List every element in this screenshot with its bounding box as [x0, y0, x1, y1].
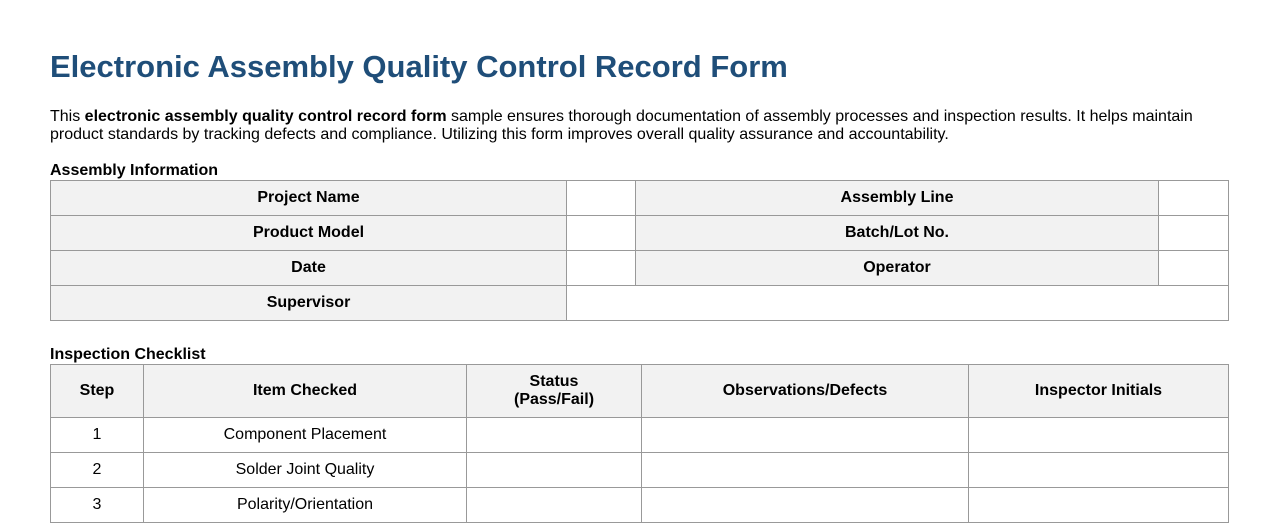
status-field[interactable] [467, 418, 642, 453]
label-assembly-line: Assembly Line [636, 181, 1159, 216]
status-field[interactable] [467, 488, 642, 523]
initials-field[interactable] [969, 488, 1229, 523]
batch-lot-field[interactable] [1159, 216, 1229, 251]
header-step: Step [51, 365, 144, 418]
supervisor-field[interactable] [567, 286, 1229, 321]
observations-field[interactable] [642, 488, 969, 523]
label-operator: Operator [636, 251, 1159, 286]
observations-field[interactable] [642, 453, 969, 488]
header-status-line1: Status [529, 373, 579, 390]
assembly-info-table [50, 180, 1229, 321]
label-date: Date [51, 251, 567, 286]
table-row [51, 418, 1229, 453]
item-checked: Solder Joint Quality [144, 453, 467, 488]
checklist-heading: Inspection Checklist [50, 346, 206, 363]
observations-field[interactable] [642, 418, 969, 453]
label-project-name: Project Name [51, 181, 567, 216]
header-observations: Observations/Defects [642, 365, 969, 418]
operator-field[interactable] [1159, 251, 1229, 286]
inspection-checklist-table [50, 364, 1229, 523]
step-number: 3 [51, 488, 144, 523]
assembly-info-heading: Assembly Information [50, 162, 219, 179]
project-name-field[interactable] [567, 181, 636, 216]
date-field[interactable] [567, 251, 636, 286]
product-model-field[interactable] [567, 216, 636, 251]
table-row [51, 488, 1229, 523]
intro-bold-text: electronic assembly quality control record form [84, 108, 447, 125]
assembly-line-field[interactable] [1159, 181, 1229, 216]
intro-paragraph [50, 108, 1228, 144]
label-supervisor: Supervisor [51, 286, 567, 321]
step-number: 1 [51, 418, 144, 453]
table-row [51, 453, 1229, 488]
header-status [467, 365, 642, 418]
header-inspector-initials: Inspector Initials [969, 365, 1229, 418]
item-checked: Component Placement [144, 418, 467, 453]
header-item-checked: Item Checked [144, 365, 467, 418]
step-number: 2 [51, 453, 144, 488]
initials-field[interactable] [969, 418, 1229, 453]
page-title: Electronic Assembly Quality Control Record Form [50, 49, 788, 84]
status-field[interactable] [467, 453, 642, 488]
label-batch-lot: Batch/Lot No. [636, 216, 1159, 251]
label-product-model: Product Model [51, 216, 567, 251]
item-checked: Polarity/Orientation [144, 488, 467, 523]
intro-text-rest: sample ensures thorough documentation of assembly processes and inspection results. It helps maintain product standards by tracking defects and compliance. Utilizing this form improves overall quality assurance and accountability. [50, 108, 1193, 143]
initials-field[interactable] [969, 453, 1229, 488]
header-status-line2: (Pass/Fail) [513, 391, 595, 408]
intro-text: This [50, 108, 85, 125]
